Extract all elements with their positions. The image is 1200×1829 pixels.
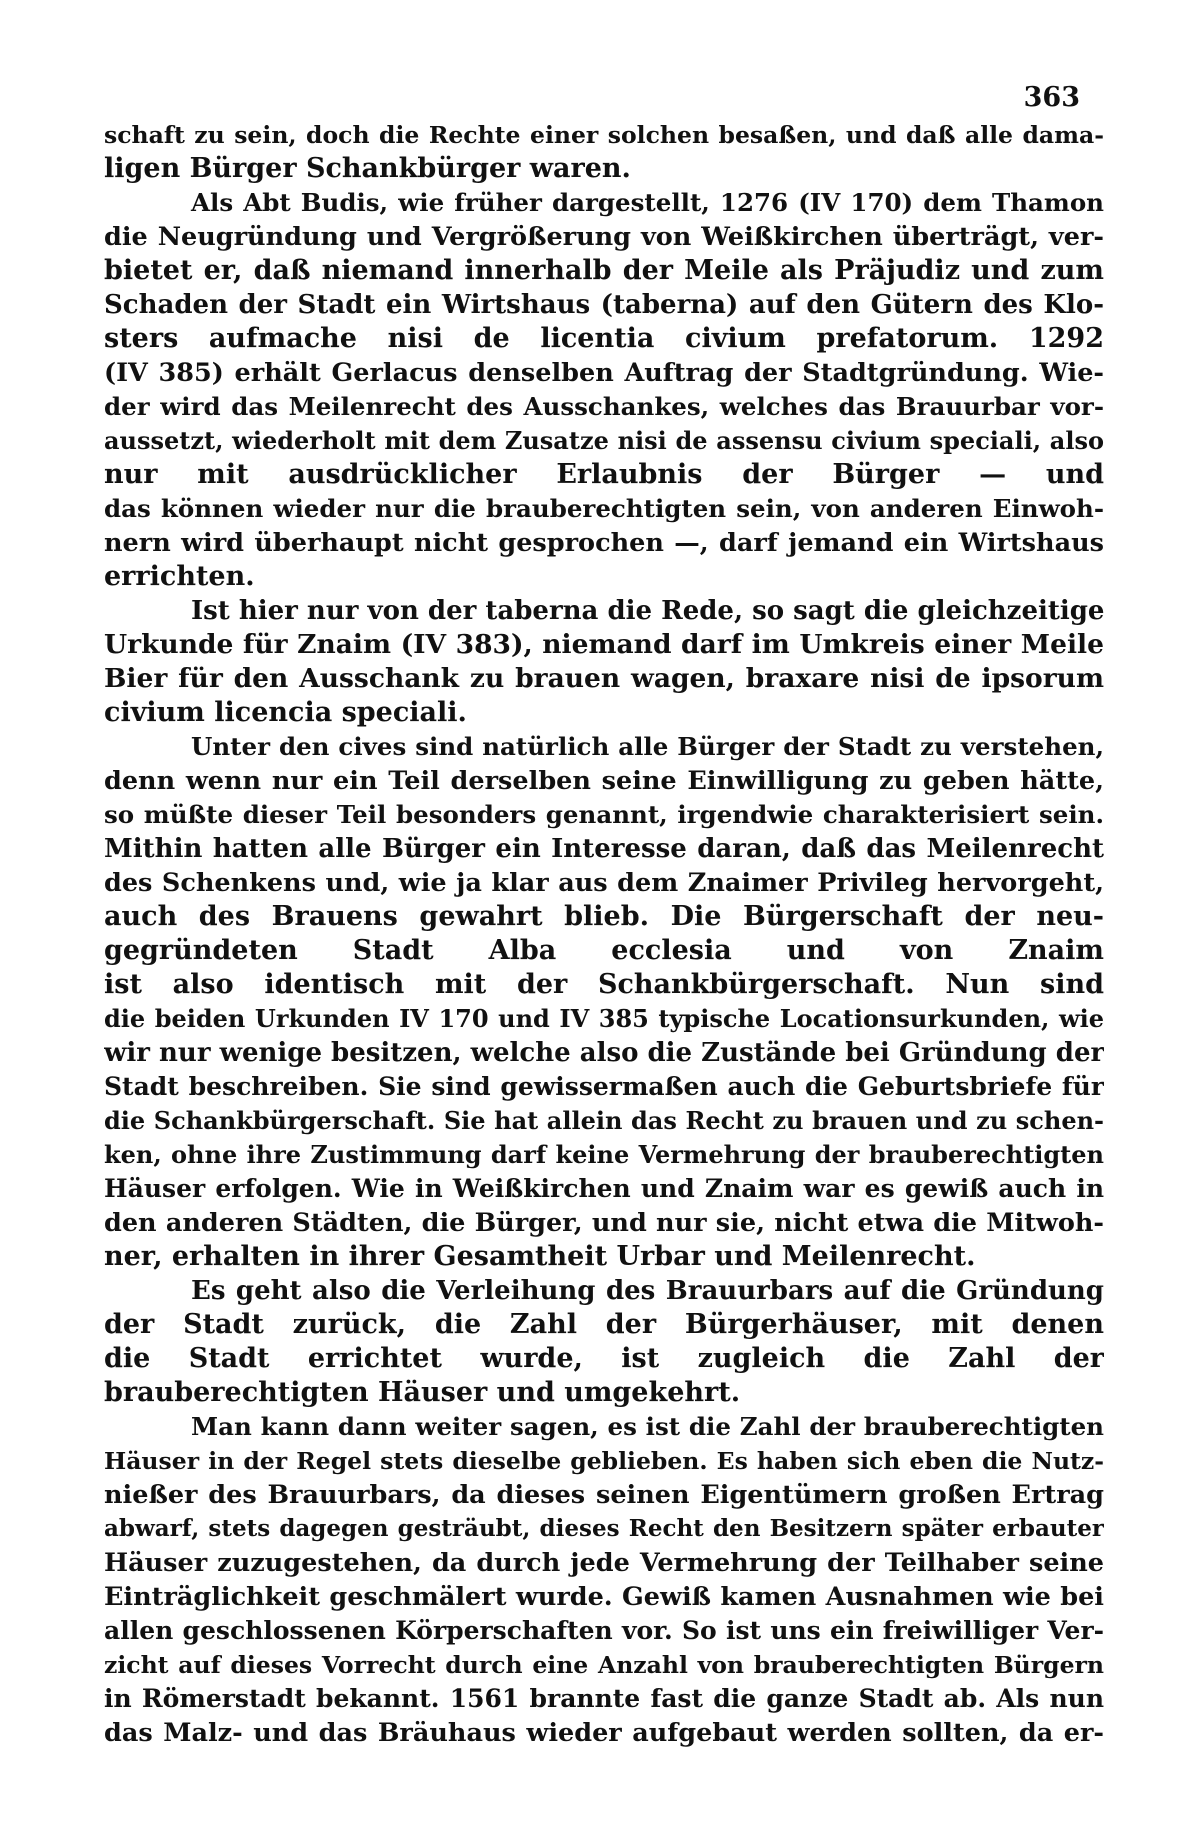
text-line: so müßte dieser Teil besonders genannt, irgendwie charakterisiert sein. [104,800,1104,829]
text-line: die beiden Urkunden IV 170 und IV 385 typische Locationsurkunden, wie [104,1004,1104,1033]
text-line: die Schankbürgerschaft. Sie hat allein das Recht zu brauen und zu schen- [104,1106,1104,1135]
text-line: Bier für den Ausschank zu brauen wagen, braxare nisi de ipsorum [104,663,1104,694]
page-number: 363 [1023,82,1080,113]
text-line: aussetzt, wiederholt mit dem Zusatze nisi de assensu civium speciali, also [104,426,1104,455]
text-line: abwarf, stets dagegen gesträubt, dieses Recht den Besitzern später erbauter [104,1515,1104,1542]
text-line: Häuser in der Regel stets dieselbe geblieben. Es haben sich eben die Nutz- [104,1447,1104,1475]
text-line: brauberechtigten Häuser und umgekehrt. [104,1377,741,1408]
text-line: nern wird überhaupt nicht gesprochen —, darf jemand ein Wirtshaus [104,528,1104,558]
text-line: Stadt beschreiben. Sie sind gewissermaßen auch die Geburtsbriefe für [104,1072,1104,1101]
text-line: Einträglichkeit geschmälert wurde. Gewiß kamen Ausnahmen wie bei [104,1582,1104,1612]
text-line: Ist hier nur von der taberna die Rede, so sagt die gleichzeitige [191,596,1104,626]
text-line: des Schenkens und, wie ja klar aus dem Znaimer Privileg hervorgeht, [104,868,1104,898]
text-line: ist also identisch mit der Schankbürgerschaft. Nun sind [104,969,1104,1000]
text-line: den anderen Städten, die Bürger, und nur sie, nicht etwa die Mitwoh- [104,1208,1104,1238]
text-line: Man kann dann weiter sagen, es ist die Zahl der brauberechtigten [191,1412,1104,1441]
text-line: nur mit ausdrücklicher Erlaubnis der Bürger — und [104,459,1104,490]
text-line: die Stadt errichtet wurde, ist zugleich die Zahl der [104,1343,1104,1374]
text-line: in Römerstadt bekannt. 1561 brannte fast die ganze Stadt ab. Als nun [104,1684,1104,1713]
text-line: Mithin hatten alle Bürger ein Interesse daran, daß das Meilenrecht [104,834,1104,864]
text-line: Schaden der Stadt ein Wirtshaus (taberna) auf den Gütern des Klo- [104,290,1104,320]
text-line: allen geschlossenen Körperschaften vor. So ist uns ein freiwilliger Ver- [104,1616,1104,1645]
text-line: das können wieder nur die brauberechtigten sein, von anderen Einwoh- [104,494,1104,523]
text-line: Als Abt Budis, wie früher dargestellt, 1276 (IV 170) dem Thamon [191,188,1104,217]
text-line: (IV 385) erhält Gerlacus denselben Auftrag der Stadtgründung. Wie- [104,358,1104,388]
text-line: der Stadt zurück, die Zahl der Bürgerhäuser, mit denen [104,1309,1104,1340]
text-line: Urkunde für Znaim (IV 383), niemand darf im Umkreis einer Meile [104,629,1104,660]
text-line: civium licencia speciali. [104,697,467,728]
text-line: schaft zu sein, doch die Rechte einer solchen besaßen, und daß alle dama- [104,121,1104,149]
text-line: die Neugründung und Vergrößerung von Weißkirchen überträgt, ver- [104,222,1104,252]
text-line: sters aufmache nisi de licentia civium prefatorum. 1292 [104,323,1104,354]
text-line: Es geht also die Verleihung des Brauurbars auf die Gründung [191,1276,1104,1306]
text-line: errichten. [104,561,255,592]
text-line: ner, erhalten in ihrer Gesamtheit Urbar und Meilenrecht. [104,1241,976,1272]
body-text [104,118,1104,1750]
text-line: Häuser zuzugestehen, da durch jede Vermehrung der Teilhaber seine [104,1548,1104,1578]
text-line: das Malz- und das Bräuhaus wieder aufgebaut werden sollten, da er- [104,1718,1104,1748]
text-line: Häuser erfolgen. Wie in Weißkirchen und Znaim war es gewiß auch in [104,1174,1104,1203]
text-line: auch des Brauens gewahrt blieb. Die Bürgerschaft der neu- [104,901,1104,932]
text-line: zicht auf dieses Vorrecht durch eine Anzahl von brauberechtigten Bürgern [104,1651,1104,1679]
text-line: ken, ohne ihre Zustimmung darf keine Vermehrung der brauberechtigten [104,1140,1104,1169]
text-line: wir nur wenige besitzen, welche also die Zustände bei Gründung der [104,1038,1104,1068]
text-line: bietet er, daß niemand innerhalb der Meile als Präjudiz und zum [104,255,1104,286]
text-line: ligen Bürger Schankbürger waren. [104,153,631,184]
text-line: gegründeten Stadt Alba ecclesia und von Znaim [104,935,1104,966]
text-line: nießer des Brauurbars, da dieses seinen Eigentümern großen Ertrag [104,1480,1104,1510]
text-line: Unter den cives sind natürlich alle Bürger der Stadt zu verstehen, [191,732,1104,761]
text-line: denn wenn nur ein Teil derselben seine Einwilligung zu geben hätte, [104,766,1104,796]
text-line: der wird das Meilenrecht des Ausschankes, welches das Brauurbar vor- [104,392,1104,421]
